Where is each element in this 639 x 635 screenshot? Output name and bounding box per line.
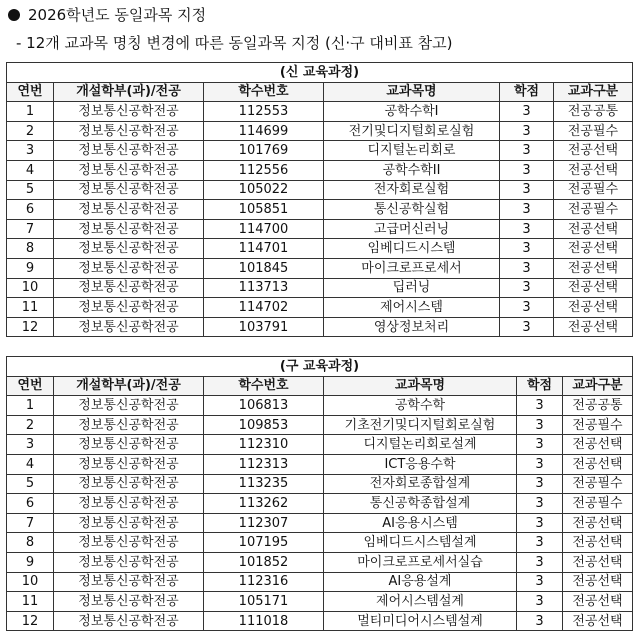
course-type-cell: 전공선택 <box>554 298 633 318</box>
course-code-cell: 101845 <box>204 258 324 278</box>
column-header: 교과목명 <box>324 376 517 396</box>
course-type-cell: 전공선택 <box>563 533 633 553</box>
row-number-cell: 3 <box>7 141 54 161</box>
course-name-cell: 고급머신러닝 <box>324 219 500 239</box>
course-type-cell: 전공선택 <box>563 435 633 455</box>
department-cell: 정보통신공학전공 <box>54 396 204 416</box>
credits-cell: 3 <box>517 513 563 533</box>
credits-cell: 3 <box>517 474 563 494</box>
old-table-title: (구 교육과정) <box>7 357 633 377</box>
course-type-cell: 전공필수 <box>554 180 633 200</box>
course-type-cell: 전공선택 <box>563 454 633 474</box>
course-name-cell: 임베디드시스템설계 <box>324 533 517 553</box>
credits-cell: 3 <box>500 317 554 337</box>
department-cell: 정보통신공학전공 <box>54 180 204 200</box>
row-number-cell: 5 <box>7 180 54 200</box>
course-name-cell: 마이크로프로세서 <box>324 258 500 278</box>
course-code-cell: 112310 <box>204 435 324 455</box>
course-type-cell: 전공선택 <box>554 278 633 298</box>
table-row <box>7 513 633 533</box>
table-row <box>7 435 633 455</box>
table-row <box>7 572 633 592</box>
course-code-cell: 113713 <box>204 278 324 298</box>
row-number-cell: 1 <box>7 396 54 416</box>
course-type-cell: 전공선택 <box>554 239 633 259</box>
department-cell: 정보통신공학전공 <box>54 415 204 435</box>
credits-cell: 3 <box>517 533 563 553</box>
course-code-cell: 112316 <box>204 572 324 592</box>
department-cell: 정보통신공학전공 <box>54 317 204 337</box>
department-cell: 정보통신공학전공 <box>54 200 204 220</box>
course-name-cell: 디지털논리회로 <box>324 141 500 161</box>
course-name-cell: 멀티미디어시스템설계 <box>324 611 517 631</box>
course-type-cell: 전공선택 <box>554 258 633 278</box>
course-name-cell: 영상정보처리 <box>324 317 500 337</box>
credits-cell: 3 <box>517 552 563 572</box>
credits-cell: 3 <box>500 102 554 122</box>
row-number-cell: 2 <box>7 121 54 141</box>
department-cell: 정보통신공학전공 <box>54 611 204 631</box>
table-row <box>7 415 633 435</box>
course-type-cell: 전공필수 <box>563 474 633 494</box>
department-cell: 정보통신공학전공 <box>54 298 204 318</box>
course-name-cell: 제어시스템 <box>324 298 500 318</box>
department-cell: 정보통신공학전공 <box>54 533 204 553</box>
course-name-cell: 임베디드시스템 <box>324 239 500 259</box>
row-number-cell: 4 <box>7 454 54 474</box>
column-header: 연번 <box>7 82 54 102</box>
column-header: 학점 <box>517 376 563 396</box>
table-row <box>7 278 633 298</box>
department-cell: 정보통신공학전공 <box>54 102 204 122</box>
course-code-cell: 109853 <box>204 415 324 435</box>
credits-cell: 3 <box>517 435 563 455</box>
table-row <box>7 121 633 141</box>
course-code-cell: 112307 <box>204 513 324 533</box>
department-cell: 정보통신공학전공 <box>54 258 204 278</box>
department-cell: 정보통신공학전공 <box>54 239 204 259</box>
row-number-cell: 9 <box>7 552 54 572</box>
credits-cell: 3 <box>517 592 563 612</box>
credits-cell: 3 <box>500 258 554 278</box>
table-row <box>7 592 633 612</box>
column-header: 교과목명 <box>324 82 500 102</box>
credits-cell: 3 <box>500 298 554 318</box>
credits-cell: 3 <box>517 494 563 514</box>
row-number-cell: 4 <box>7 160 54 180</box>
course-type-cell: 전공필수 <box>563 415 633 435</box>
credits-cell: 3 <box>517 396 563 416</box>
department-cell: 정보통신공학전공 <box>54 278 204 298</box>
department-cell: 정보통신공학전공 <box>54 592 204 612</box>
row-number-cell: 10 <box>7 278 54 298</box>
old-table-header-row <box>7 376 633 396</box>
course-code-cell: 103791 <box>204 317 324 337</box>
course-code-cell: 105171 <box>204 592 324 612</box>
course-name-cell: 통신공학실험 <box>324 200 500 220</box>
department-cell: 정보통신공학전공 <box>54 513 204 533</box>
course-name-cell: 기초전기및디지털회로실험 <box>324 415 517 435</box>
course-name-cell: 제어시스템설계 <box>324 592 517 612</box>
course-code-cell: 114701 <box>204 239 324 259</box>
table-row <box>7 219 633 239</box>
column-header: 교과구분 <box>554 82 633 102</box>
department-cell: 정보통신공학전공 <box>54 572 204 592</box>
table-row <box>7 494 633 514</box>
row-number-cell: 5 <box>7 474 54 494</box>
column-header: 개설학부(과)/전공 <box>54 82 204 102</box>
course-code-cell: 112553 <box>204 102 324 122</box>
row-number-cell: 11 <box>7 298 54 318</box>
new-curriculum-table <box>6 62 633 337</box>
course-type-cell: 전공필수 <box>554 121 633 141</box>
course-type-cell: 전공필수 <box>554 200 633 220</box>
course-type-cell: 전공선택 <box>563 611 633 631</box>
course-name-cell: 전자회로종합설계 <box>324 474 517 494</box>
credits-cell: 3 <box>517 454 563 474</box>
course-code-cell: 107195 <box>204 533 324 553</box>
course-code-cell: 113262 <box>204 494 324 514</box>
table-row <box>7 239 633 259</box>
course-name-cell: 마이크로프로세서실습 <box>324 552 517 572</box>
table-row <box>7 317 633 337</box>
credits-cell: 3 <box>517 611 563 631</box>
row-number-cell: 7 <box>7 219 54 239</box>
table-row <box>7 298 633 318</box>
course-code-cell: 101769 <box>204 141 324 161</box>
course-name-cell: 통신공학종합설계 <box>324 494 517 514</box>
row-number-cell: 6 <box>7 200 54 220</box>
row-number-cell: 9 <box>7 258 54 278</box>
course-code-cell: 101852 <box>204 552 324 572</box>
column-header: 연번 <box>7 376 54 396</box>
table-row <box>7 533 633 553</box>
department-cell: 정보통신공학전공 <box>54 474 204 494</box>
column-header: 교과구분 <box>563 376 633 396</box>
table-row <box>7 611 633 631</box>
course-type-cell: 전공선택 <box>554 219 633 239</box>
department-cell: 정보통신공학전공 <box>54 494 204 514</box>
course-code-cell: 112556 <box>204 160 324 180</box>
table-row <box>7 552 633 572</box>
course-name-cell: 공학수학 <box>324 396 517 416</box>
old-curriculum-table <box>6 356 633 631</box>
row-number-cell: 11 <box>7 592 54 612</box>
credits-cell: 3 <box>517 415 563 435</box>
department-cell: 정보통신공학전공 <box>54 219 204 239</box>
course-type-cell: 전공선택 <box>563 592 633 612</box>
course-name-cell: AI응용설계 <box>324 572 517 592</box>
table-row <box>7 160 633 180</box>
column-header: 학수번호 <box>204 82 324 102</box>
course-type-cell: 전공공통 <box>554 102 633 122</box>
heading-text: 2026학년도 동일과목 지정 <box>28 6 207 24</box>
table-row <box>7 200 633 220</box>
document-heading <box>8 4 206 25</box>
table-row <box>7 454 633 474</box>
course-type-cell: 전공선택 <box>563 572 633 592</box>
row-number-cell: 2 <box>7 415 54 435</box>
department-cell: 정보통신공학전공 <box>54 121 204 141</box>
course-name-cell: ICT응용수학 <box>324 454 517 474</box>
course-name-cell: AI응용시스템 <box>324 513 517 533</box>
document-subheading: - 12개 교과목 명칭 변경에 따른 동일과목 지정 (신·구 대비표 참고) <box>16 34 453 52</box>
course-code-cell: 113235 <box>204 474 324 494</box>
credits-cell: 3 <box>500 278 554 298</box>
course-type-cell: 전공필수 <box>563 494 633 514</box>
table-row <box>7 396 633 416</box>
course-code-cell: 112313 <box>204 454 324 474</box>
column-header: 학점 <box>500 82 554 102</box>
new-table-title: (신 교육과정) <box>7 63 633 83</box>
course-name-cell: 전기및디지털회로실험 <box>324 121 500 141</box>
course-code-cell: 106813 <box>204 396 324 416</box>
row-number-cell: 1 <box>7 102 54 122</box>
column-header: 학수번호 <box>204 376 324 396</box>
course-name-cell: 전자회로실험 <box>324 180 500 200</box>
column-header: 개설학부(과)/전공 <box>54 376 204 396</box>
row-number-cell: 3 <box>7 435 54 455</box>
table-row <box>7 258 633 278</box>
course-type-cell: 전공선택 <box>563 552 633 572</box>
course-name-cell: 공학수학I <box>324 102 500 122</box>
course-name-cell: 디지털논리회로설계 <box>324 435 517 455</box>
department-cell: 정보통신공학전공 <box>54 141 204 161</box>
table-row <box>7 141 633 161</box>
course-code-cell: 114700 <box>204 219 324 239</box>
department-cell: 정보통신공학전공 <box>54 454 204 474</box>
credits-cell: 3 <box>500 121 554 141</box>
credits-cell: 3 <box>500 141 554 161</box>
course-code-cell: 114702 <box>204 298 324 318</box>
department-cell: 정보통신공학전공 <box>54 160 204 180</box>
course-type-cell: 전공선택 <box>563 513 633 533</box>
credits-cell: 3 <box>500 239 554 259</box>
row-number-cell: 7 <box>7 513 54 533</box>
table-row <box>7 474 633 494</box>
course-code-cell: 114699 <box>204 121 324 141</box>
course-code-cell: 105851 <box>204 200 324 220</box>
row-number-cell: 8 <box>7 239 54 259</box>
new-table-header-row <box>7 82 633 102</box>
credits-cell: 3 <box>500 160 554 180</box>
row-number-cell: 10 <box>7 572 54 592</box>
course-name-cell: 공학수학II <box>324 160 500 180</box>
course-type-cell: 전공공통 <box>563 396 633 416</box>
table-row <box>7 102 633 122</box>
course-code-cell: 111018 <box>204 611 324 631</box>
table-row <box>7 180 633 200</box>
row-number-cell: 12 <box>7 611 54 631</box>
credits-cell: 3 <box>500 200 554 220</box>
bullet-icon <box>8 9 20 21</box>
course-code-cell: 105022 <box>204 180 324 200</box>
department-cell: 정보통신공학전공 <box>54 552 204 572</box>
course-type-cell: 전공선택 <box>554 160 633 180</box>
row-number-cell: 12 <box>7 317 54 337</box>
credits-cell: 3 <box>517 572 563 592</box>
course-name-cell: 딥러닝 <box>324 278 500 298</box>
department-cell: 정보통신공학전공 <box>54 435 204 455</box>
credits-cell: 3 <box>500 180 554 200</box>
course-type-cell: 전공선택 <box>554 141 633 161</box>
row-number-cell: 8 <box>7 533 54 553</box>
credits-cell: 3 <box>500 219 554 239</box>
row-number-cell: 6 <box>7 494 54 514</box>
course-type-cell: 전공선택 <box>554 317 633 337</box>
